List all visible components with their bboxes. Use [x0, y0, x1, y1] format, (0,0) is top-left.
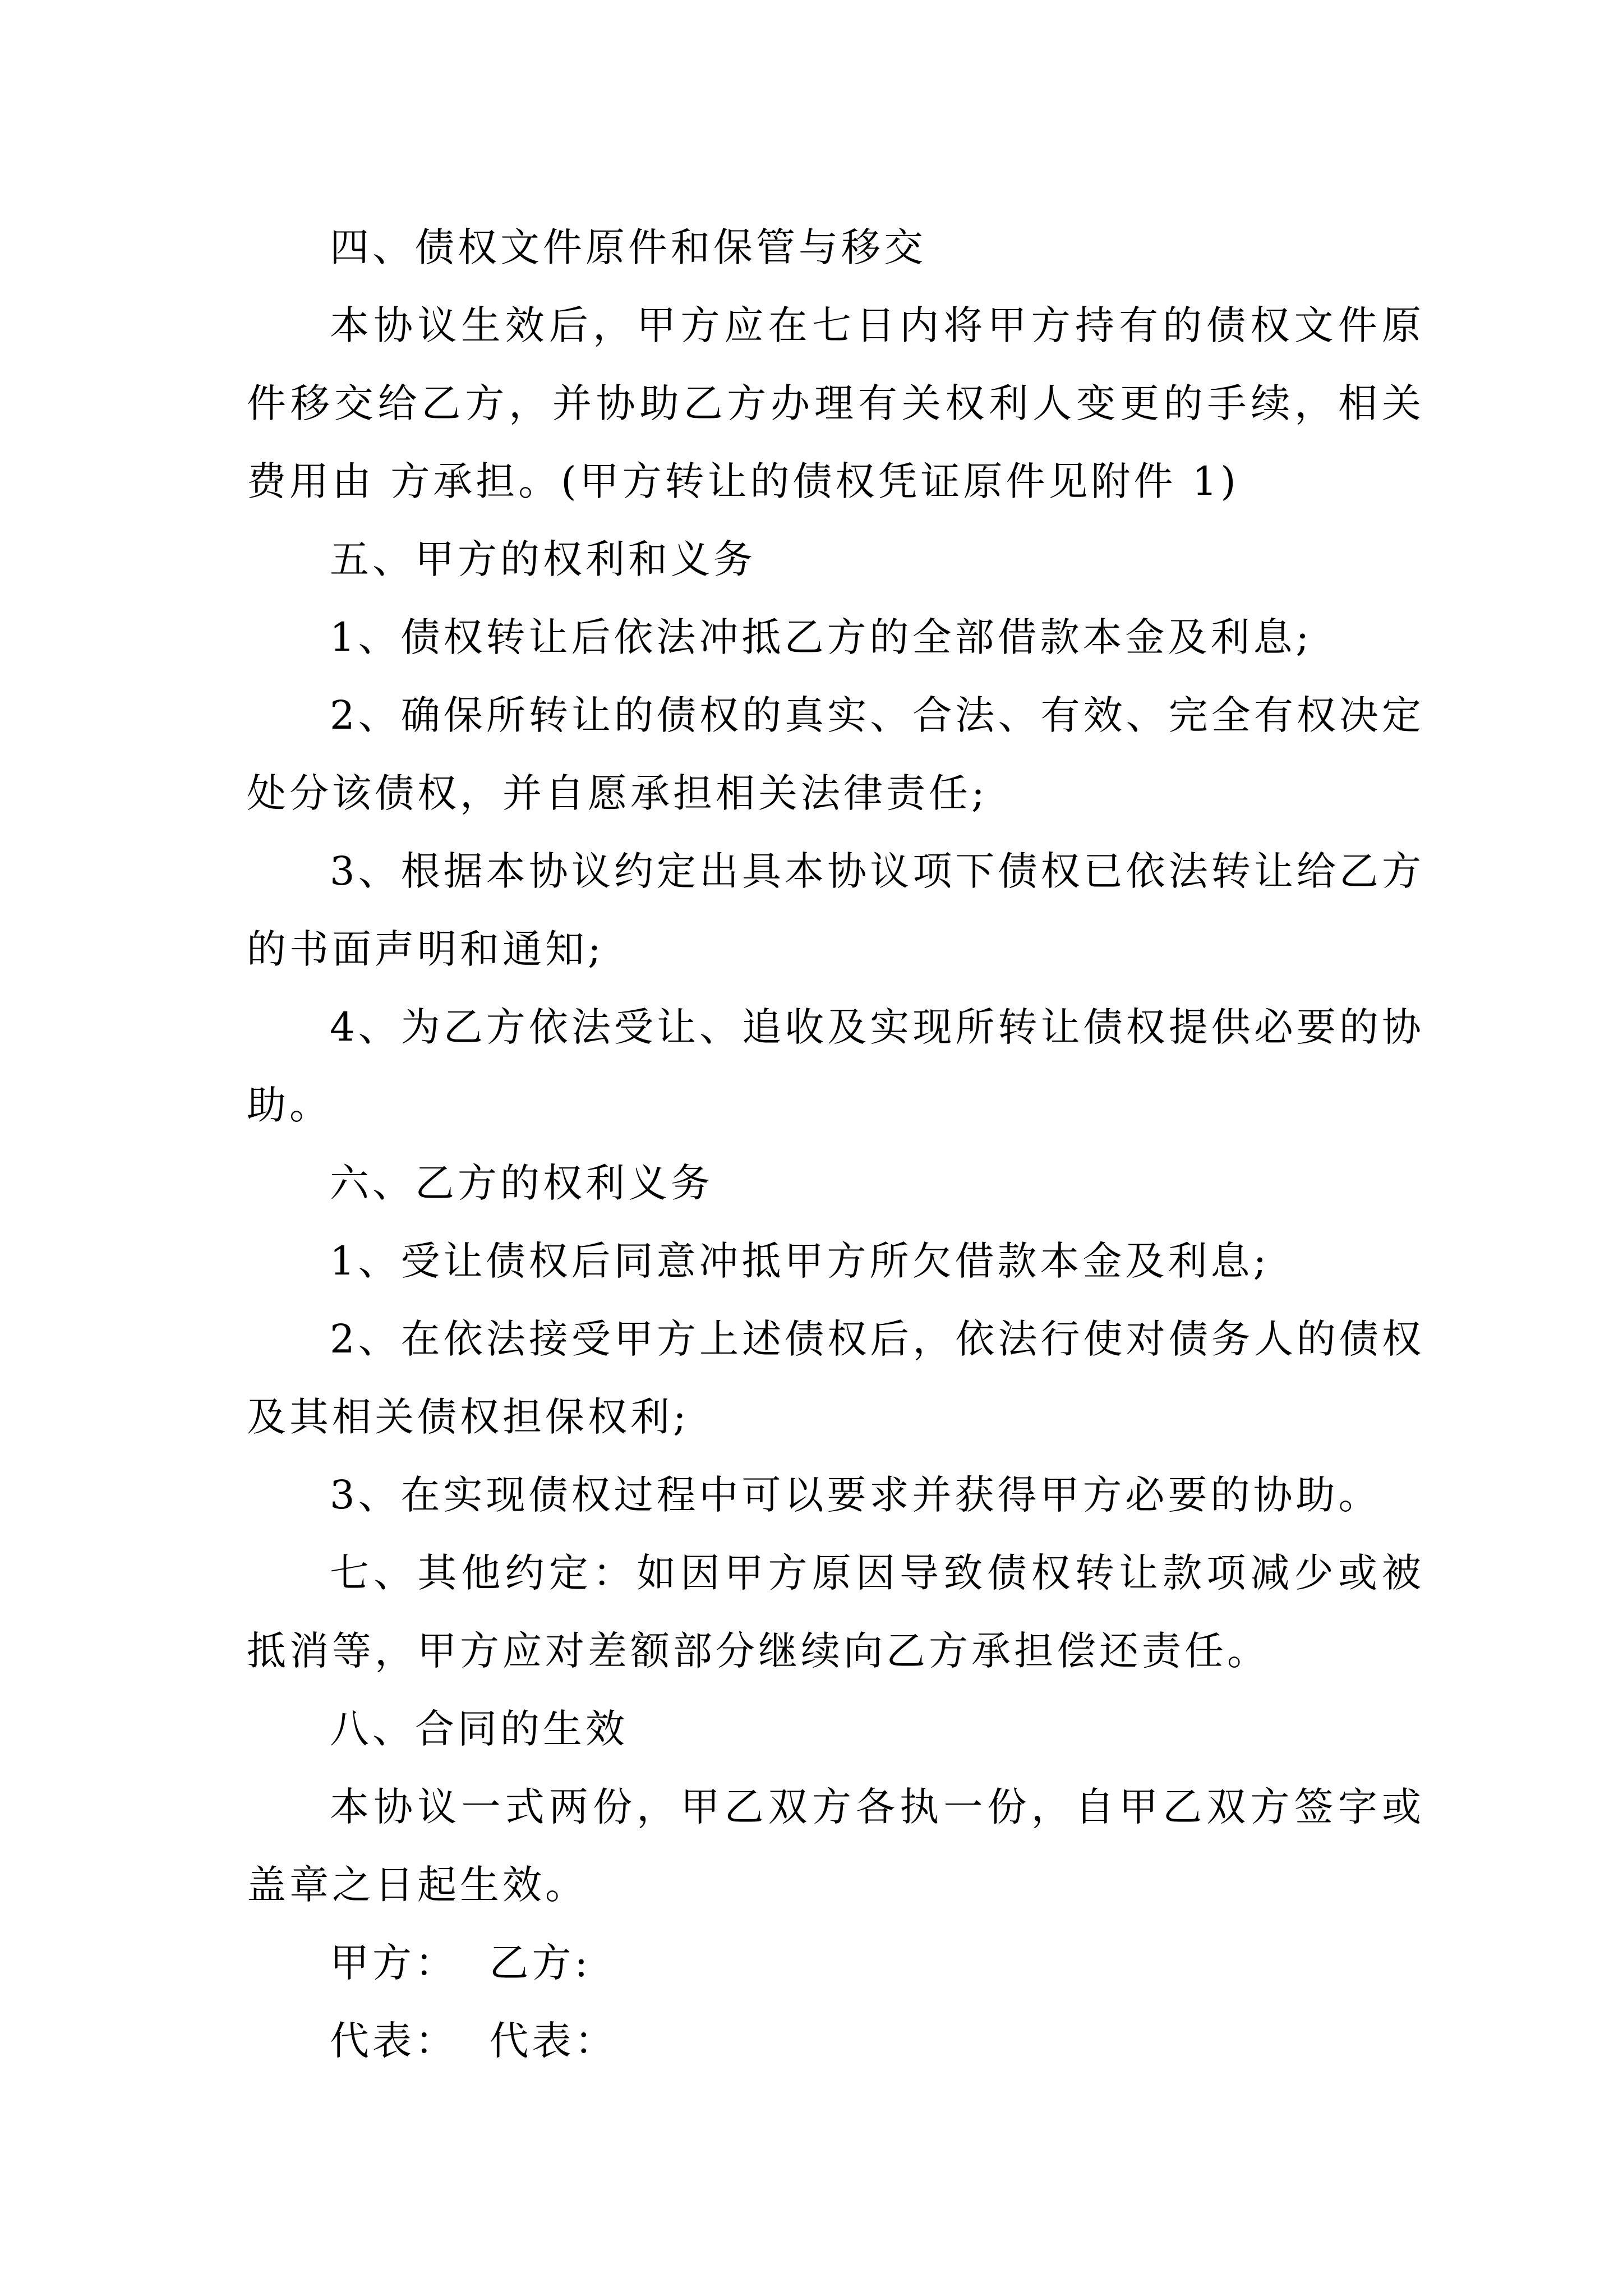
section-4-paragraph: 本协议生效后，甲方应在七日内将甲方持有的债权文件原件移交给乙方，并协助乙方办理有关权利人变更的手续，相关费用由 方承担。(甲方转让的债权凭证原件见附件 1): [247, 302, 1424, 504]
section-heading-5: 五、甲方的权利和义务: [330, 536, 756, 582]
section-8-paragraph: 本协议一式两份，甲乙双方各执一份，自甲乙双方签字或盖章之日起生效。: [247, 1784, 1424, 1908]
section-heading-8: 八、合同的生效: [330, 1706, 628, 1752]
signature-parties-line: 甲方： 乙方:: [330, 1940, 592, 1986]
section-5-item-1: 1、债权转让后依法冲抵乙方的全部借款本金及利息;: [330, 614, 1313, 660]
section-5-item-4: 4、为乙方依法受让、追收及实现所转让债权提供必要的协助。: [247, 1004, 1424, 1128]
section-6-item-2: 2、在依法接受甲方上述债权后，依法行使对债务人的债权及其相关债权担保权利;: [247, 1316, 1424, 1440]
section-6-item-1: 1、受让债权后同意冲抵甲方所欠借款本金及利息;: [330, 1238, 1270, 1284]
section-heading-4: 四、债权文件原件和保管与移交: [330, 224, 926, 270]
section-heading-6: 六、乙方的权利义务: [330, 1160, 713, 1206]
section-5-item-3: 3、根据本协议约定出具本协议项下债权已依法转让给乙方的书面声明和通知;: [247, 848, 1424, 972]
section-7-paragraph: 七、其他约定：如因甲方原因导致债权转让款项减少或被抵消等，甲方应对差额部分继续向乙方承担偿还责任。: [247, 1550, 1424, 1674]
signature-representatives-line: 代表： 代表：: [330, 2018, 617, 2064]
document-body: [247, 209, 1424, 2080]
section-6-item-3: 3、在实现债权过程中可以要求并获得甲方必要的协助。: [330, 1472, 1381, 1518]
section-5-item-2: 2、确保所转让的债权的真实、合法、有效、完全有权决定处分该债权，并自愿承担相关法律责任;: [247, 692, 1424, 816]
